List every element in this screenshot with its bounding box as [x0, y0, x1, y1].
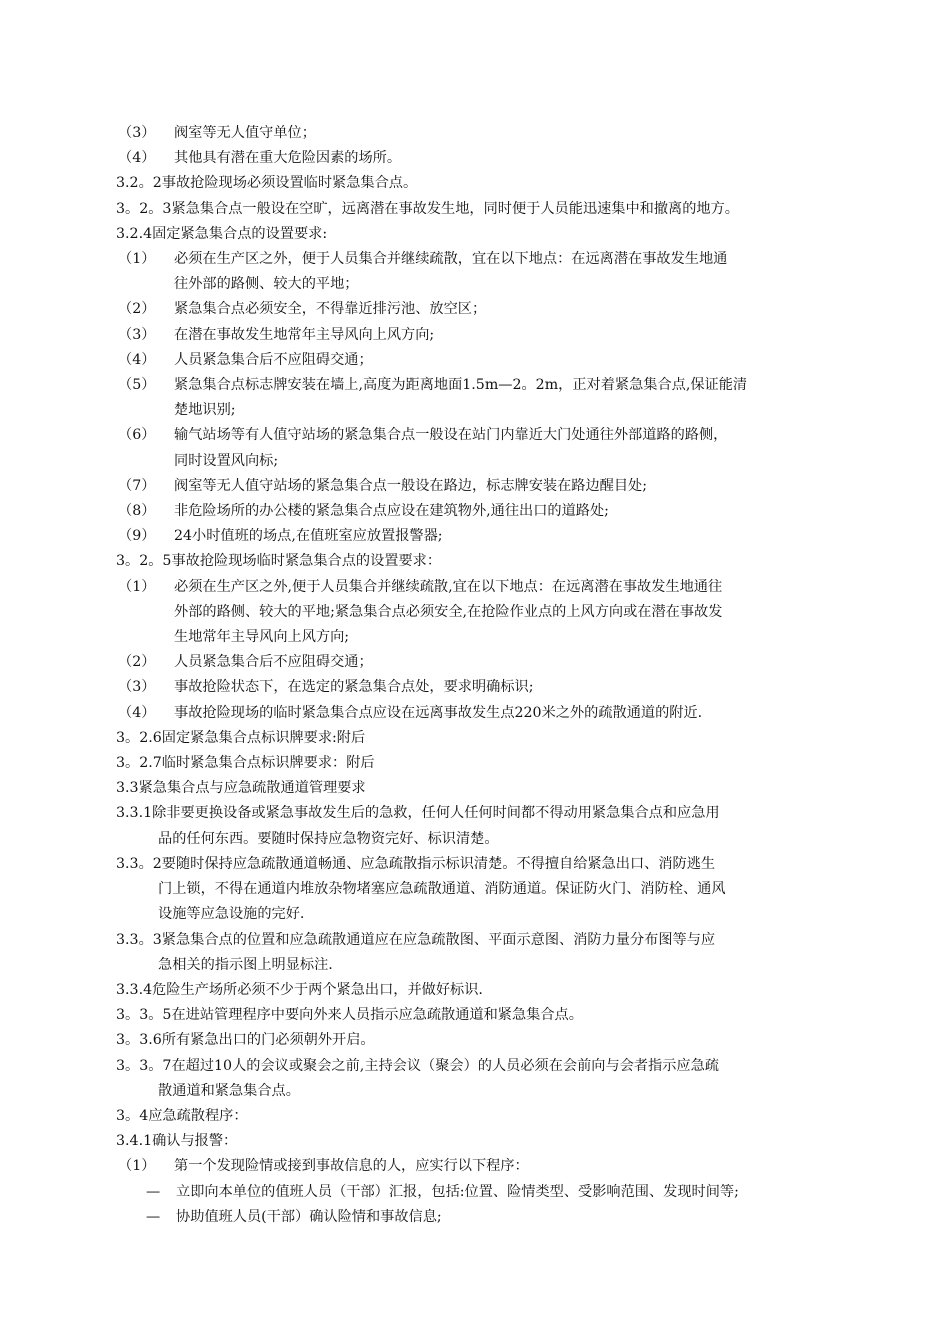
item-number: （9） — [118, 528, 156, 545]
item-text: 紧急集合点标志牌安装在墙上,高度为距离地面1.5m—2。2m，正对着紧急集合点,保证能清 — [174, 377, 748, 394]
item-text-cont: 楚地识别; — [174, 402, 236, 419]
list-item — [116, 348, 846, 373]
list-item — [116, 423, 846, 473]
item-text: 阀室等无人值守单位； — [174, 125, 316, 141]
dash-text: 立即向本单位的值班人员（干部）汇报，包括:位置、险情类型、受影响范围、发现时间等; — [176, 1183, 739, 1200]
dash-marker: — — [146, 1183, 161, 1200]
list-item — [116, 146, 846, 171]
section-line: 3。3。5在进站管理程序中要向外来人员指示应急疏散通道和紧急集合点。 — [116, 1007, 583, 1024]
item-text-cont: 往外部的路侧、较大的平地； — [174, 276, 359, 293]
section-heading: 3。2。5事故抢险现场临时紧急集合点的设置要求： — [116, 553, 442, 570]
paragraph-text-cont: 品的任何东西。要随时保持应急物资完好、标识清楚。 — [158, 830, 499, 847]
item-number: （8） — [118, 503, 156, 520]
item-text-cont: 同时设置风向标; — [174, 452, 279, 469]
list-item — [116, 323, 846, 348]
list-item — [116, 121, 846, 146]
item-number: （4） — [118, 150, 156, 167]
paragraph-text: 3.3。3紧急集合点的位置和应急疏散通道应在应急疏散图、平面示意图、消防力量分布图等与应 — [116, 931, 716, 948]
item-number: （6） — [118, 427, 156, 444]
section-paragraph — [116, 1054, 846, 1104]
list-item — [116, 575, 846, 651]
list-item — [116, 524, 846, 549]
item-number: （4） — [118, 704, 156, 721]
item-number: （1） — [118, 1158, 156, 1175]
item-text: 24小时值班的场点,在值班室应放置报警器; — [174, 528, 443, 545]
item-text: 人员紧急集合后不应阻碍交通； — [174, 654, 373, 671]
list-item — [116, 1154, 846, 1179]
list-item — [116, 297, 846, 322]
section-paragraph — [116, 801, 846, 851]
dash-item — [116, 1180, 846, 1205]
item-text: 事故抢险状态下，在选定的紧急集合点处，要求明确标识; — [174, 679, 534, 696]
item-text-cont: 外部的路侧、较大的平地;紧急集合点必须安全,在抢险作业点的上风方向或在潜在事故发 — [174, 603, 723, 620]
item-text-cont: 生地常年主导风向上风方向; — [174, 629, 350, 646]
item-number: （2） — [118, 301, 156, 318]
item-number: （3） — [118, 125, 156, 141]
section-line: 3。2.6固定紧急集合点标识牌要求:附后 — [116, 729, 366, 746]
item-number: （3） — [118, 679, 156, 696]
section-heading: 3。4应急疏散程序： — [116, 1107, 248, 1124]
paragraph-text-cont: 门上锁，不得在通道内堆放杂物堵塞应急疏散通道、消防通道。保证防火门、消防栓、通风 — [158, 881, 726, 898]
item-text: 在潜在事故发生地常年主导风向上风方向; — [174, 326, 435, 343]
item-text: 人员紧急集合后不应阻碍交通； — [174, 351, 373, 368]
item-text: 阀室等无人值守站场的紧急集合点一般设在路边，标志牌安装在路边醒目处; — [174, 477, 647, 494]
section-paragraph — [116, 928, 846, 978]
dash-marker: — — [146, 1208, 161, 1225]
item-number: （7） — [118, 477, 156, 494]
section-line: 3。3.6所有紧急出口的门必须朝外开启。 — [116, 1032, 375, 1049]
item-text: 输气站场等有人值守站场的紧急集合点一般设在站门内靠近大门处通往外部道路的路侧， — [174, 427, 728, 444]
paragraph-text-cont: 设施等应急设施的完好. — [158, 906, 305, 923]
item-text: 其他具有潜在重大危险因素的场所。 — [174, 150, 402, 167]
document-body — [116, 121, 846, 1230]
item-number: （3） — [118, 326, 156, 343]
section-heading: 3.3紧急集合点与应急疏散通道管理要求 — [116, 780, 366, 797]
section-line: 3.3.4危险生产场所必须不少于两个紧急出口，并做好标识. — [116, 981, 483, 998]
section-heading: 3.2.4固定紧急集合点的设置要求: — [116, 225, 328, 242]
dash-item — [116, 1205, 846, 1230]
section-paragraph — [116, 852, 846, 928]
item-number: （1） — [118, 578, 156, 595]
item-number: （2） — [118, 654, 156, 671]
item-text: 非危险场所的办公楼的紧急集合点应设在建筑物外,通往出口的道路处; — [174, 503, 609, 520]
list-item — [116, 701, 846, 726]
section-heading: 3.4.1确认与报警： — [116, 1133, 238, 1150]
item-text: 必须在生产区之外,便于人员集合并继续疏散,宜在以下地点：在远离潜在事故发生地通往 — [174, 578, 723, 595]
section-line: 3。2.7临时紧急集合点标识牌要求：附后 — [116, 755, 375, 772]
list-item — [116, 650, 846, 675]
dash-text: 协助值班人员(干部）确认险情和事故信息; — [176, 1208, 442, 1225]
list-item — [116, 373, 846, 423]
section-line: 3。2。3紧急集合点一般设在空旷，远离潜在事故发生地，同时便于人员能迅速集中和撤离的地方。 — [116, 200, 739, 217]
item-number: （4） — [118, 351, 156, 368]
list-item — [116, 247, 846, 297]
item-text: 事故抢险现场的临时紧急集合点应设在远离事故发生点220米之外的疏散通道的附近. — [174, 704, 703, 721]
list-item — [116, 474, 846, 499]
item-text: 必须在生产区之外，便于人员集合并继续疏散，宜在以下地点：在远离潜在事故发生地通 — [174, 251, 728, 268]
list-item — [116, 675, 846, 700]
paragraph-text: 3。3。7在超过10人的会议或聚会之前,主持会议（聚会）的人员必须在会前向与会者指示应急疏 — [116, 1057, 719, 1074]
item-number: （1） — [118, 251, 156, 268]
item-number: （5） — [118, 377, 156, 394]
paragraph-text-cont: 急相关的指示图上明显标注. — [158, 956, 333, 973]
item-text: 紧急集合点必须安全，不得靠近排污池、放空区； — [174, 301, 487, 318]
paragraph-text: 3.3。2要随时保持应急疏散通道畅通、应急疏散指示标识清楚。不得擅自给紧急出口、消防逃生 — [116, 855, 716, 872]
item-text: 第一个发现险情或接到事故信息的人，应实行以下程序： — [174, 1158, 529, 1175]
list-item — [116, 499, 846, 524]
paragraph-text: 3.3.1除非要更换设备或紧急事故发生后的急救，任何人任何时间都不得动用紧急集合点和应急用 — [116, 805, 720, 822]
section-line: 3.2。2事故抢险现场必须设置临时紧急集合点。 — [116, 175, 418, 192]
paragraph-text-cont: 散通道和紧急集合点。 — [158, 1082, 300, 1099]
